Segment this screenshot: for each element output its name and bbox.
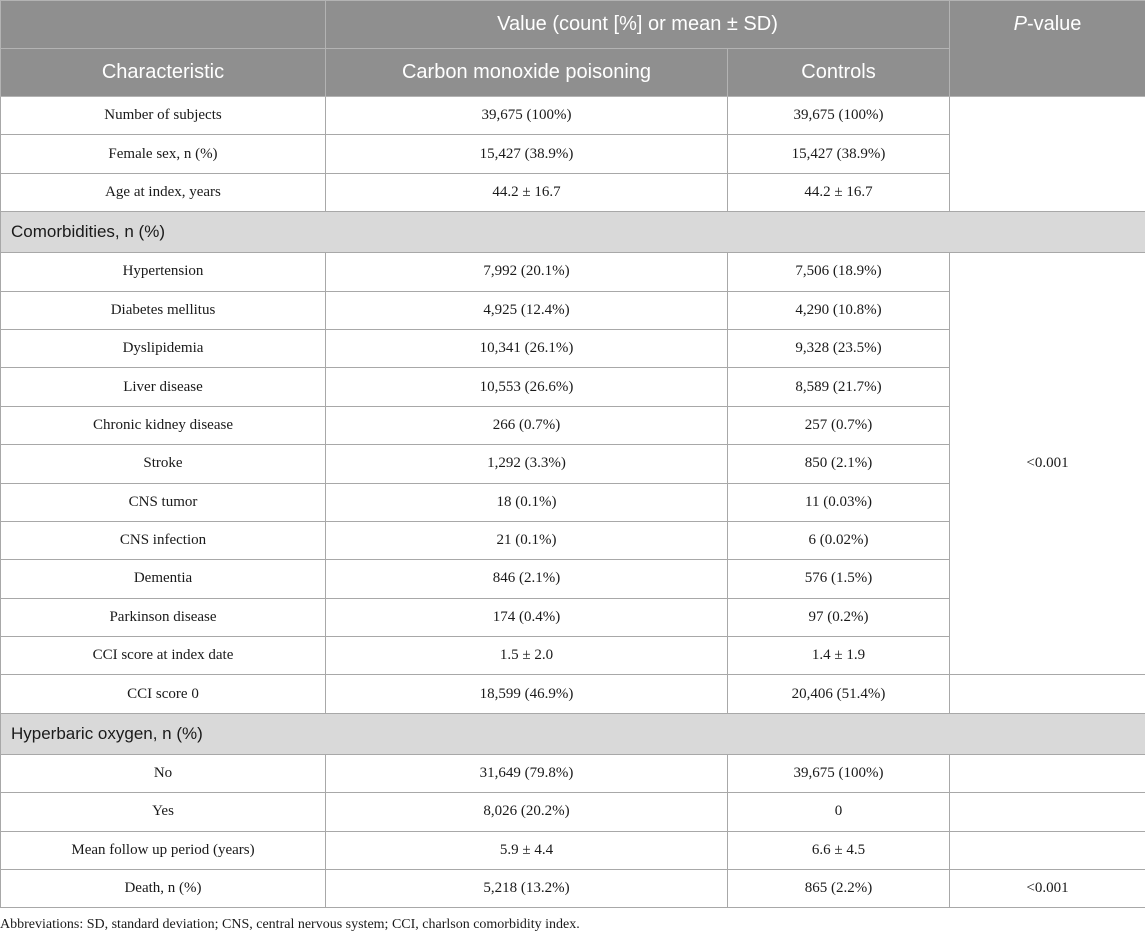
row-label: Stroke <box>1 445 326 483</box>
controls-value: 4,290 (10.8%) <box>728 291 950 329</box>
row-label: Yes <box>1 793 326 831</box>
section-label: Comorbidities, n (%) <box>1 212 1145 253</box>
controls-value: 576 (1.5%) <box>728 560 950 598</box>
co-value: 1.5 ± 2.0 <box>326 637 728 675</box>
controls-value: 6.6 ± 4.5 <box>728 831 950 869</box>
header-pvalue <box>950 1 1145 97</box>
co-value: 7,992 (20.1%) <box>326 253 728 291</box>
controls-value: 15,427 (38.9%) <box>728 135 950 173</box>
row-label: CCI score at index date <box>1 637 326 675</box>
pvalue-cell-empty <box>950 793 1145 831</box>
header-value-group: Value (count [%] or mean ± SD) <box>326 1 950 49</box>
controls-value: 850 (2.1%) <box>728 445 950 483</box>
pvalue-cell-empty <box>950 831 1145 869</box>
co-value: 4,925 (12.4%) <box>326 291 728 329</box>
footnote: Abbreviations: SD, standard deviation; CNS, central nervous system; CCI, charlson comorbidity index. <box>0 917 580 932</box>
pvalue-cell-empty <box>950 97 1145 212</box>
section-row-hyperbaric-oxygen <box>1 713 1145 754</box>
controls-value: 0 <box>728 793 950 831</box>
pvalue-cell-empty <box>950 754 1145 792</box>
pvalue-cell: <0.001 <box>950 870 1145 908</box>
row-label: Female sex, n (%) <box>1 135 326 173</box>
co-value: 21 (0.1%) <box>326 521 728 559</box>
row-label: Dyslipidemia <box>1 329 326 367</box>
controls-value: 7,506 (18.9%) <box>728 253 950 291</box>
row-label: Parkinson disease <box>1 598 326 636</box>
co-value: 266 (0.7%) <box>326 406 728 444</box>
co-value: 44.2 ± 16.7 <box>326 173 728 211</box>
header-pvalue-rest: -value <box>1026 13 1082 35</box>
row-label: Age at index, years <box>1 173 326 211</box>
row-label: CNS infection <box>1 521 326 559</box>
row-label: CNS tumor <box>1 483 326 521</box>
co-value: 8,026 (20.2%) <box>326 793 728 831</box>
controls-value: 1.4 ± 1.9 <box>728 637 950 675</box>
co-value: 5,218 (13.2%) <box>326 870 728 908</box>
table-row <box>1 97 1145 135</box>
controls-value: 6 (0.02%) <box>728 521 950 559</box>
row-label: Mean follow up period (years) <box>1 831 326 869</box>
pvalue-cell-empty <box>950 675 1145 713</box>
table-row <box>1 793 1145 831</box>
controls-value: 11 (0.03%) <box>728 483 950 521</box>
pvalue-cell: <0.001 <box>950 253 1145 675</box>
co-value: 39,675 (100%) <box>326 97 728 135</box>
controls-value: 20,406 (51.4%) <box>728 675 950 713</box>
table-row <box>1 675 1145 713</box>
co-value: 10,341 (26.1%) <box>326 329 728 367</box>
controls-value: 8,589 (21.7%) <box>728 368 950 406</box>
co-value: 31,649 (79.8%) <box>326 754 728 792</box>
row-label: Dementia <box>1 560 326 598</box>
controls-value: 865 (2.2%) <box>728 870 950 908</box>
header-characteristic: Characteristic <box>1 49 326 97</box>
row-label: No <box>1 754 326 792</box>
table-row <box>1 831 1145 869</box>
co-value: 174 (0.4%) <box>326 598 728 636</box>
row-label: Hypertension <box>1 253 326 291</box>
section-row-comorbidities <box>1 212 1145 253</box>
table-row <box>1 870 1145 908</box>
co-value: 15,427 (38.9%) <box>326 135 728 173</box>
row-label: Liver disease <box>1 368 326 406</box>
co-value: 18,599 (46.9%) <box>326 675 728 713</box>
section-label: Hyperbaric oxygen, n (%) <box>1 713 1145 754</box>
table-row <box>1 253 1145 291</box>
table-row <box>1 754 1145 792</box>
co-value: 10,553 (26.6%) <box>326 368 728 406</box>
co-value: 5.9 ± 4.4 <box>326 831 728 869</box>
row-label: Death, n (%) <box>1 870 326 908</box>
header-co: Carbon monoxide poisoning <box>326 49 728 97</box>
controls-value: 9,328 (23.5%) <box>728 329 950 367</box>
row-label: Chronic kidney disease <box>1 406 326 444</box>
row-label: CCI score 0 <box>1 675 326 713</box>
co-value: 846 (2.1%) <box>326 560 728 598</box>
controls-value: 44.2 ± 16.7 <box>728 173 950 211</box>
header-blank-cell <box>1 1 326 49</box>
header-pvalue-italic: P <box>1013 13 1027 35</box>
controls-value: 97 (0.2%) <box>728 598 950 636</box>
co-value: 18 (0.1%) <box>326 483 728 521</box>
row-label: Diabetes mellitus <box>1 291 326 329</box>
header-controls: Controls <box>728 49 950 97</box>
controls-value: 39,675 (100%) <box>728 97 950 135</box>
controls-value: 257 (0.7%) <box>728 406 950 444</box>
co-value: 1,292 (3.3%) <box>326 445 728 483</box>
controls-value: 39,675 (100%) <box>728 754 950 792</box>
row-label: Number of subjects <box>1 97 326 135</box>
